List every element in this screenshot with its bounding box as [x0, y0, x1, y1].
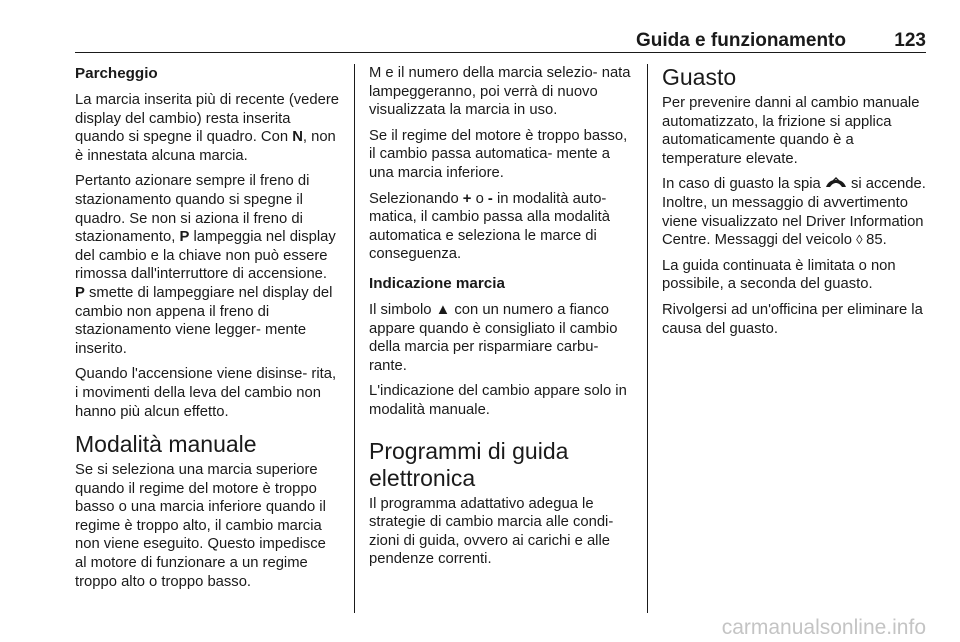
paragraph: La marcia inserita più di recente (vedere display del cambio) resta inserita quando si spegne il quadro. Con N, non è innestata alcuna marcia.: [75, 92, 340, 164]
paragraph: Rivolgersi ad un'officina per eliminare la causa del guasto.: [662, 301, 923, 337]
column-1: [75, 64, 339, 598]
heading-programmi-guida: Programmi di guida elettronica: [369, 437, 569, 491]
watermark: carmanualsonline.info: [721, 616, 926, 639]
page-ref-icon: ◊: [856, 232, 867, 248]
paragraph: Per prevenire danni al cambio manuale automatizzato, la frizione si applica automaticamente quando è a temperature elevate.: [662, 95, 920, 167]
heading-modalita-manuale: Modalità manuale: [75, 431, 257, 458]
page-header: [75, 30, 926, 53]
section-title: Guida e funzionamento: [635, 30, 846, 51]
paragraph: L'indicazione del cambio appare solo in modalità manuale.: [369, 383, 627, 418]
column-divider-1: [354, 64, 355, 613]
paragraph: Se si seleziona una marcia superiore quando il regime del motore è troppo basso o una marcia inferiore quando il regime è troppo alto, il cambio marcia non viene eseguito. Questo impedisce al motore di funzionare a un regime troppo alto o troppo basso.: [75, 462, 326, 590]
transmission-warning-icon: [825, 176, 847, 192]
paragraph: Quando l'accensione viene disinse‐ rita, i movimenti della leva del cambio non hanno più alcun effetto.: [75, 366, 337, 420]
paragraph: Il simbolo ▲ con un numero a fianco appare quando è consigliato il cambio della marcia per risparmiare carbu‐ rante.: [369, 301, 618, 374]
shift-up-arrow-icon: ▲: [435, 301, 451, 318]
paragraph: Il programma adattativo adegua le strategie di cambio marcia alle condi‐ zioni di guida, ovvero ai carichi e alle pendenze correnti.: [369, 495, 614, 568]
page-number: 123: [894, 30, 926, 51]
heading-indicazione-marcia: Indicazione marcia: [369, 274, 505, 292]
column-divider-2: [647, 64, 648, 613]
column-3: [662, 64, 926, 345]
paragraph: Se il regime del motore è troppo basso, il cambio passa automatica‐ mente a una marcia inferiore.: [369, 127, 628, 181]
paragraph: La guida continuata è limitata o non possibile, a seconda del guasto.: [662, 257, 896, 293]
paragraph: M e il numero della marcia selezio‐ nata lampeggeranno, poi verrà di nuovo visualizzata la marcia in uso.: [369, 65, 631, 119]
paragraph: Pertanto azionare sempre il freno di stazionamento quando si spegne il quadro. Se non si aziona il freno di stazionamento, P lampeggia nel display del cambio e la chiave non può essere rimossa dall'interruttore di accensione. P smette di lampeggiare nel display del cambio non appena il freno di stazionamento viene legger‐ mente inserito.: [75, 173, 336, 357]
paragraph: Selezionando + o - in modalità auto‐ matica, il cambio passa alla modalità automatica e seleziona le marce di conseguenza.: [369, 190, 610, 263]
heading-parcheggio: Parcheggio: [75, 65, 158, 82]
heading-guasto: Guasto: [662, 64, 737, 90]
paragraph: In caso di guasto la spia si accende. Inoltre, un messaggio di avvertimento viene visualizzato nel Driver Information Centre. Messaggi del veicolo ◊ 85.: [662, 176, 926, 249]
column-2: [369, 64, 633, 576]
